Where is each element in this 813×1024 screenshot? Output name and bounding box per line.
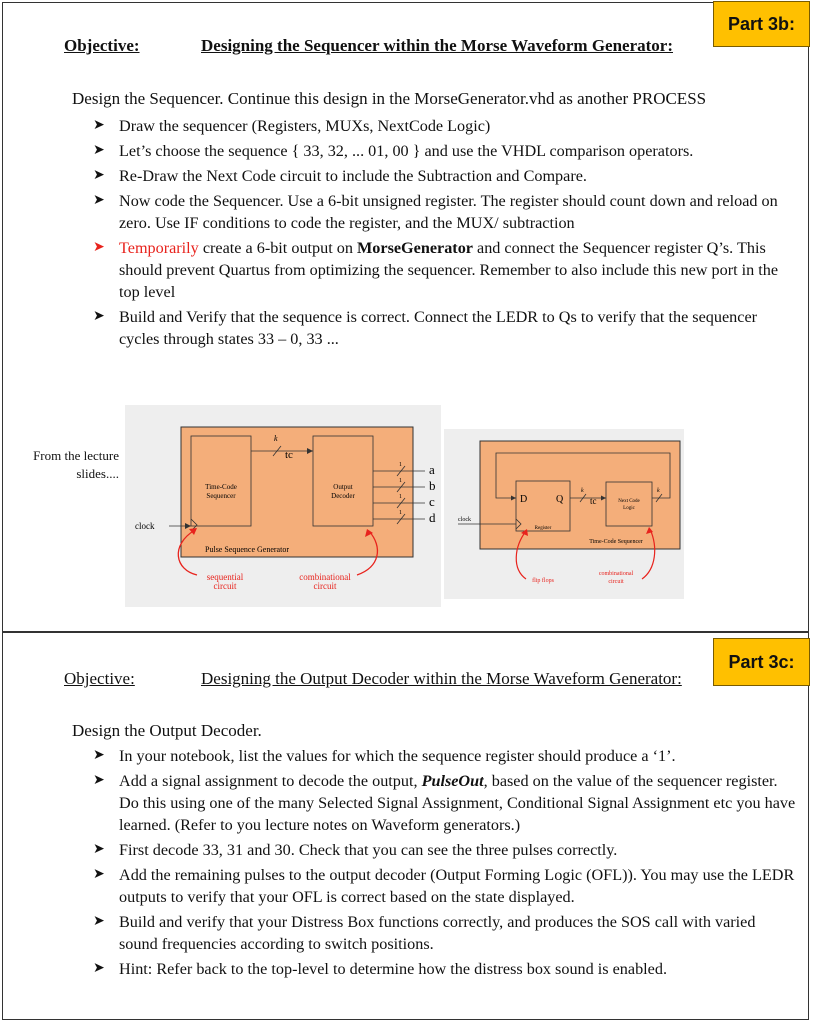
- list-item: ➤ Let’s choose the sequence { 33, 32, ... 01, 00 } and use the VHDL comparison operators.: [93, 142, 694, 160]
- bullet-list: [93, 115, 798, 353]
- objective-title-2: Designing the Output Decoder within the Morse Waveform Generator:: [201, 669, 682, 688]
- output-c-label: c: [429, 494, 435, 509]
- combinational-note2-line1: combinational: [598, 571, 634, 577]
- objective-label: Objective:: [64, 36, 140, 55]
- arrow-bullet-icon: ➤: [93, 842, 105, 857]
- output-width-label: 1: [399, 478, 402, 484]
- logic-label-line2: Logic: [623, 506, 635, 511]
- sequential-note-line2: circuit: [213, 581, 237, 591]
- output-width-label: 1: [399, 510, 402, 516]
- diagram-note: From the lecture slides....: [33, 448, 119, 481]
- list-item: ➤ Draw the sequencer (Registers, MUXs, NextCode Logic): [93, 117, 491, 135]
- tc-label: tc: [285, 449, 293, 461]
- arrow-bullet-icon: ➤: [93, 961, 105, 976]
- block2-line2: Decoder: [331, 492, 355, 500]
- diagram2-caption: Time-Code Sequencer: [589, 539, 643, 545]
- tc-label-2: tc: [590, 496, 597, 506]
- combinational-note-line2: circuit: [313, 581, 337, 591]
- arrow-bullet-icon: ➤: [93, 168, 105, 183]
- bullet-list-2: [93, 745, 798, 983]
- output-d-label: d: [429, 510, 436, 525]
- output-b-label: b: [429, 478, 436, 493]
- block2-line1: Output: [333, 483, 353, 491]
- flip-flops-note: flip flops: [532, 578, 554, 584]
- time-code-sequencer-diagram: [444, 429, 684, 599]
- part-3c-tag: Part 3c:: [713, 638, 810, 686]
- arrow-bullet-icon: ➤: [93, 867, 105, 882]
- objective-label-2: Objective:: [64, 669, 135, 688]
- output-width-label: 1: [399, 462, 402, 468]
- list-item: ➤ Build and Verify that the sequence is correct. Connect the LEDR to Qs to verify that the sequencer cycles through states 33 – 0, 33 ...: [93, 308, 758, 348]
- part-3b-section: [2, 2, 809, 632]
- bus-width-label-3: k: [657, 488, 660, 494]
- register-d-label: D: [520, 494, 528, 505]
- arrow-bullet-icon: ➤: [93, 773, 105, 788]
- list-item: ➤ Build and verify that your Distress Box functions correctly, and produces the SOS call with varied sound frequencies according to switch positions.: [93, 913, 756, 953]
- list-item: ➤ Re-Draw the Next Code circuit to include the Subtraction and Compare.: [93, 167, 587, 185]
- diagram1-caption: Pulse Sequence Generator: [205, 545, 289, 554]
- register-q-label: Q: [556, 494, 564, 505]
- list-item: ➤ First decode 33, 31 and 30. Check that you can see the three pulses correctly.: [93, 841, 618, 859]
- arrow-bullet-icon: ➤: [93, 143, 105, 158]
- bus-width-label-2: k: [581, 488, 584, 494]
- bus-width-label: k: [274, 434, 278, 443]
- list-item: ➤ Hint: Refer back to the top-level to determine how the distress box sound is enabled.: [93, 960, 667, 978]
- arrow-bullet-icon: ➤: [93, 914, 105, 929]
- part-3c-section: [2, 632, 809, 1020]
- list-item: ➤ Now code the Sequencer. Use a 6-bit unsigned register. The register should count down and reload on zero. Use IF conditions to code the register, and the MUX/ subtraction: [93, 192, 778, 232]
- block1-line2: Sequencer: [206, 492, 236, 500]
- output-a-label: a: [429, 462, 435, 477]
- list-item: ➤ Add the remaining pulses to the output decoder (Output Forming Logic (OFL)). You may use the LEDR outputs to verify that your OFL is correct based on the state displayed.: [93, 866, 795, 906]
- arrow-bullet-icon: ➤: [93, 309, 105, 324]
- list-item: ➤ In your notebook, list the values for which the sequence register should produce a ‘1’.: [93, 747, 676, 765]
- arrow-bullet-icon: ➤: [93, 240, 105, 255]
- combinational-note2-line2: circuit: [608, 579, 624, 585]
- intro-text: Design the Sequencer. Continue this design in the MorseGenerator.vhd as another PROCESS: [72, 89, 707, 108]
- output-width-label: 1: [399, 494, 402, 500]
- register-label: Register: [534, 526, 552, 531]
- clock-label: clock: [135, 521, 155, 531]
- part-3b-tag: Part 3b:: [713, 1, 810, 47]
- logic-label-line1: Next Code: [618, 499, 640, 504]
- arrow-bullet-icon: ➤: [93, 193, 105, 208]
- list-item: ➤ Add a signal assignment to decode the output, PulseOut, based on the value of the sequencer register. Do this using one of the many Selected Signal Assignment, Conditional Signal Assignment etc you have learned. (Refer to you lecture notes on Waveform generators.): [93, 772, 796, 834]
- list-item: ➤ Temporarily create a 6-bit output on MorseGenerator and connect the Sequencer register Q’s. This should prevent Quartus from optimizing the sequencer. Remember to also include this new port in the top level: [93, 239, 779, 301]
- objective-title: Designing the Sequencer within the Morse Waveform Generator:: [201, 36, 673, 55]
- sequential-note-line1: sequential: [206, 572, 244, 582]
- combinational-note-line1: combinational: [299, 572, 351, 582]
- clock-label-2: clock: [458, 517, 471, 523]
- pulse-sequence-generator-diagram: [125, 405, 441, 607]
- arrow-bullet-icon: ➤: [93, 118, 105, 133]
- intro-text-2: Design the Output Decoder.: [72, 721, 262, 740]
- block1-line1: Time-Code: [205, 483, 237, 491]
- arrow-bullet-icon: ➤: [93, 748, 105, 763]
